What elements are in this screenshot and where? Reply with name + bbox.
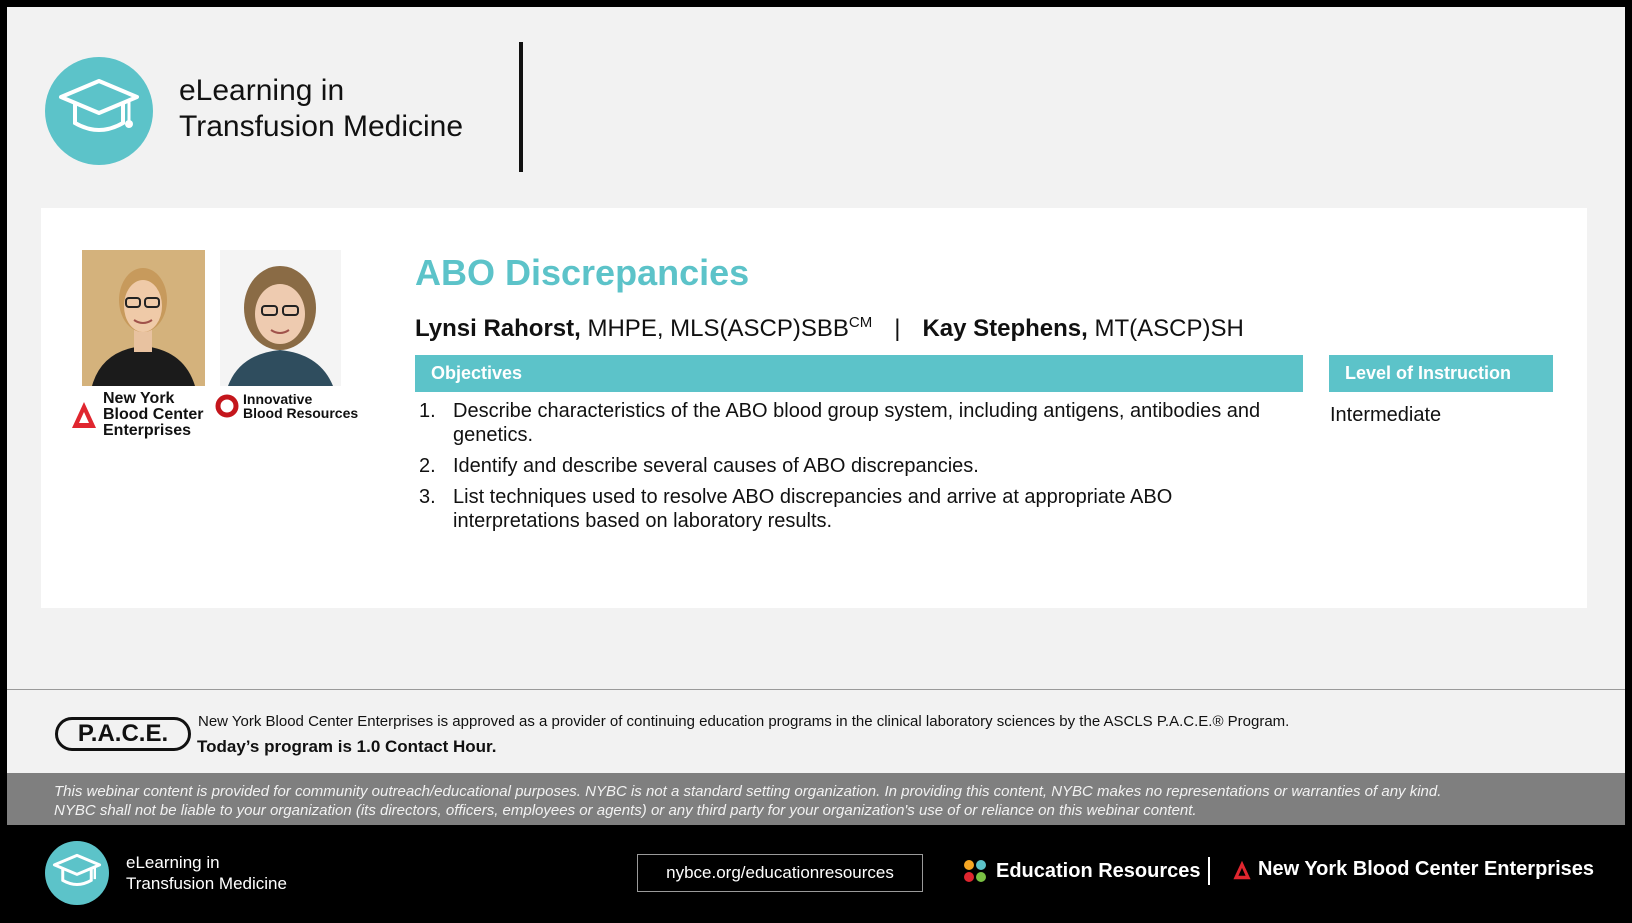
level-of-instruction-value: Intermediate bbox=[1330, 404, 1442, 426]
disclaimer-text: This webinar content is provided for community outreach/educational purposes. NYBC is not a standard setting organization. In providing this content, NYBC makes no representations or warranties of any kind. NYBC shall not be liable to your organization (its directors, officers, employees or agents) or any third party for your organization's use of or reliance on this webinar content. bbox=[54, 783, 1442, 819]
graduation-cap-icon bbox=[52, 853, 102, 891]
header-divider bbox=[519, 42, 523, 172]
course-title: ABO Discrepancies bbox=[415, 252, 750, 293]
bottom-brand-title bbox=[126, 852, 287, 894]
slide bbox=[7, 7, 1625, 916]
objective-text: List techniques used to resolve ABO discrepancies and arrive at appropriate ABO interpretations based on laboratory results. bbox=[453, 486, 1173, 532]
disclaimer-bar bbox=[7, 773, 1625, 825]
nybce-footer-brand bbox=[1232, 858, 1594, 881]
presenter2-name: Kay Stephens, bbox=[922, 315, 1088, 342]
presenter1-credentials: MHPE, MLS(ASCP)SBB bbox=[580, 315, 849, 342]
objectives-list bbox=[415, 399, 1295, 540]
ibr-logo-line2: Blood Resources bbox=[243, 405, 359, 421]
level-of-instruction-header: Level of Instruction bbox=[1329, 355, 1553, 392]
objective-item bbox=[415, 454, 1295, 478]
presenter-separator: | bbox=[894, 315, 901, 342]
bottom-brand-line2: Transfusion Medicine bbox=[126, 874, 287, 893]
brand-title bbox=[179, 73, 463, 145]
bottom-brand-logo bbox=[45, 841, 109, 905]
graduation-cap-icon bbox=[57, 77, 141, 141]
education-resources-icon bbox=[962, 858, 988, 884]
objective-item bbox=[415, 485, 1295, 533]
presenter1-name: Lynsi Rahorst, bbox=[415, 315, 581, 342]
brand-logo bbox=[45, 57, 153, 165]
presenter-photo-lynsi bbox=[82, 250, 205, 386]
objective-number: 2. bbox=[419, 455, 436, 477]
footer-divider bbox=[7, 689, 1625, 690]
pace-accreditation-text: New York Blood Center Enterprises is approved as a provider of continuing education programs in the clinical laboratory sciences by the ASCLS P.A.C.E.® Program. bbox=[198, 713, 1290, 730]
objectives-header: Objectives bbox=[415, 355, 1303, 392]
education-resources-brand bbox=[962, 858, 1201, 884]
bottom-separator bbox=[1208, 857, 1210, 885]
presenter2-credentials: MT(ASCP)SH bbox=[1087, 315, 1244, 342]
nybce-drop-icon bbox=[1232, 860, 1252, 880]
pace-badge: P.A.C.E. bbox=[55, 717, 191, 751]
education-resources-link[interactable]: nybce.org/educationresources bbox=[637, 854, 923, 892]
bottom-brand-line1: eLearning in bbox=[126, 853, 220, 872]
nybce-footer-label: New York Blood Center Enterprises bbox=[1258, 858, 1595, 880]
objective-text: Describe characteristics of the ABO blood group system, including antigens, antibodies and genetics. bbox=[453, 400, 1261, 446]
objective-item bbox=[415, 399, 1295, 447]
nybce-logo bbox=[71, 391, 205, 439]
nybce-logo-line2: Blood Center bbox=[103, 406, 204, 423]
bottom-bar bbox=[7, 825, 1625, 916]
presenter-photo-kay bbox=[220, 250, 341, 386]
nybce-logo-line1: New York bbox=[103, 390, 175, 407]
nybce-drop-icon bbox=[71, 401, 97, 429]
objective-number: 3. bbox=[419, 486, 436, 508]
ibr-logo-line1: Innovative bbox=[243, 391, 313, 407]
education-resources-label: Education Resources bbox=[996, 859, 1201, 882]
presenter1-credentials-sup: CM bbox=[848, 314, 873, 331]
brand-title-line2: Transfusion Medicine bbox=[179, 110, 464, 143]
contact-hours: Today’s program is 1.0 Contact Hour. bbox=[197, 737, 497, 756]
objective-number: 1. bbox=[419, 400, 436, 422]
course-card bbox=[41, 208, 1587, 608]
presenters bbox=[415, 314, 1244, 343]
ibr-logo bbox=[215, 392, 363, 420]
ibr-ring-icon bbox=[215, 394, 239, 418]
nybce-logo-line3: Enterprises bbox=[103, 422, 192, 439]
objective-text: Identify and describe several causes of ABO discrepancies. bbox=[453, 455, 979, 477]
brand-title-line1: eLearning in bbox=[179, 74, 345, 107]
